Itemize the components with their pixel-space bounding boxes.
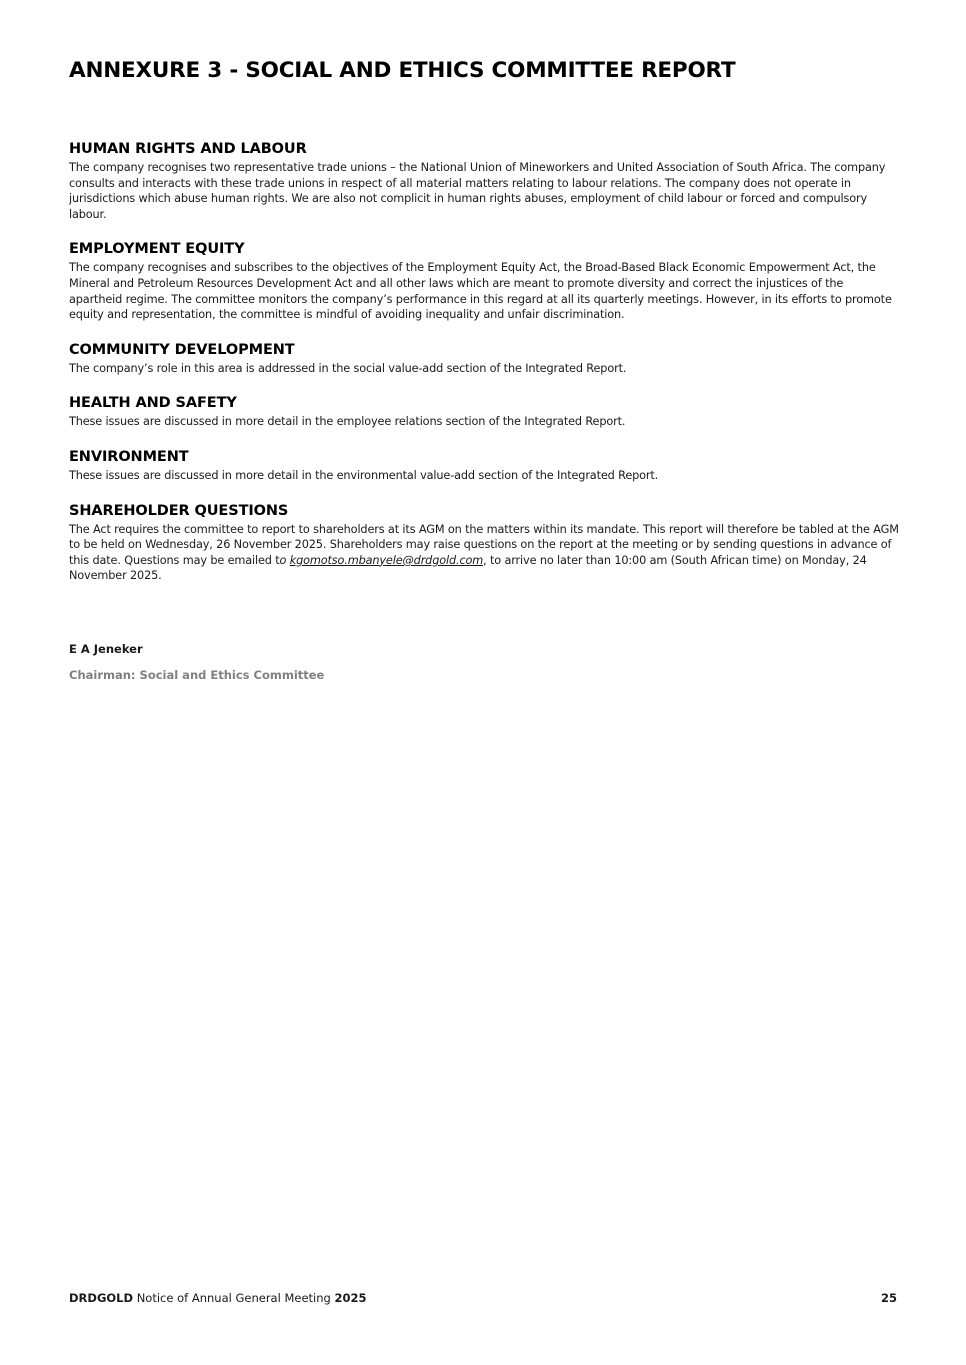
section-body: These issues are discussed in more detail in the environmental value-add section of the Integrated Report.: [69, 468, 659, 482]
section-community-development: [69, 341, 899, 377]
section-employment-equity: [69, 240, 899, 322]
section-shareholder-questions: [69, 502, 899, 584]
section-health-safety: [69, 394, 899, 430]
email-link[interactable]: kgomotso.mbanyele@drdgold.com: [289, 553, 484, 567]
signatory-role: Chairman: Social and Ethics Committee: [69, 668, 325, 682]
section-heading: SHAREHOLDER QUESTIONS: [69, 502, 289, 519]
section-environment: [69, 448, 899, 484]
footer-publication-title: Notice of Annual General Meeting: [133, 1291, 335, 1305]
signatory-name: E A Jeneker: [69, 642, 143, 656]
footer-publication: [69, 1291, 366, 1305]
section-human-rights: [69, 140, 899, 222]
page-number: 25: [880, 1291, 897, 1305]
section-body: [69, 522, 899, 584]
body-text: , to arrive no later than 10:00 am (South African time) on Monday, 24 November 2025.: [69, 553, 867, 583]
footer-brand: DRDGOLD: [69, 1291, 134, 1305]
section-body: The company’s role in this area is addressed in the social value-add section of the Integrated Report.: [69, 361, 627, 375]
section-heading: HEALTH AND SAFETY: [69, 395, 237, 412]
section-body: The company recognises and subscribes to the objectives of the Employment Equity Act, the Broad-Based Black Economic Empowerment Act, the Mineral and Petroleum Resources Development Act and all other laws which are meant to promote diversity and correct the injustices of the apartheid regime. The committee monitors the company’s performance in this regard at all its quarterly meetings. However, in its efforts to promote equity and representation, the committee is mindful of avoiding inequality and unfair discrimination.: [69, 261, 892, 322]
section-body: These issues are discussed in more detail in the employee relations section of the Integrated Report.: [69, 415, 626, 429]
section-heading: HUMAN RIGHTS AND LABOUR: [69, 141, 307, 157]
footer-year: 2025: [334, 1291, 367, 1305]
page-title: ANNEXURE 3 - SOCIAL AND ETHICS COMMITTEE REPORT: [69, 58, 736, 83]
section-body: The company recognises two representative trade unions – the National Union of Mineworkers and United Association of South Africa. The company consults and interacts with these trade unions in respect of all material matters relating to labour relations. The company does not operate in jurisdictions which abuse human rights. We are also not complicit in human rights abuses, employment of child labour or forced and compulsory labour.: [69, 161, 886, 221]
section-heading: EMPLOYMENT EQUITY: [69, 241, 245, 258]
section-heading: ENVIRONMENT: [69, 448, 189, 465]
body-text: The Act requires the committee to report to shareholders at its AGM on the matters within its mandate. This report will therefore be tabled at the AGM to be held on Wednesday, 26 November 2025. Shareholders may raise questions on the report at the meeting or by sending questions in advance of this date. Questions may be emailed t: [69, 522, 899, 567]
report-content: [69, 140, 899, 584]
section-heading: COMMUNITY DEVELOPMENT: [69, 341, 295, 358]
body-text-email-prefix: o: [279, 553, 290, 567]
